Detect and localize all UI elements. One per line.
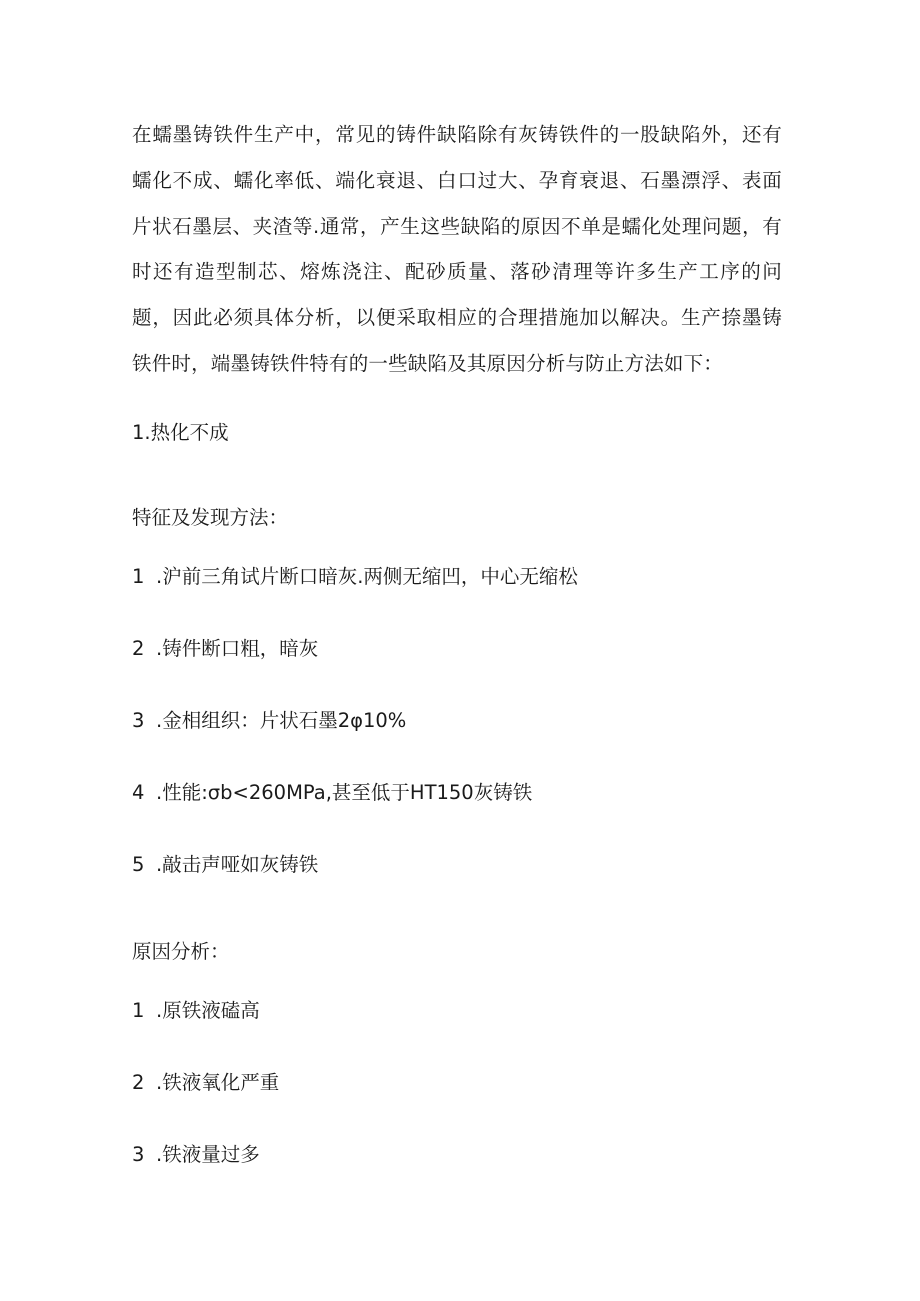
list-item <box>132 1069 279 1097</box>
list-item <box>132 997 260 1025</box>
list-item-text: .铁液量过多 <box>156 1143 260 1166</box>
list-item-number: 3 <box>132 709 145 732</box>
list-item <box>132 563 578 591</box>
list-item-number: 1 <box>132 999 145 1022</box>
section-heading: 1.热化不成 <box>132 421 229 444</box>
list-item <box>132 1141 260 1169</box>
list-item-number: 3 <box>132 1143 145 1166</box>
list-item-number: 5 <box>132 853 145 876</box>
list-item-number: 4 <box>132 781 145 804</box>
features-title: 特征及发现方法： <box>132 506 289 529</box>
list-item <box>132 779 532 807</box>
list-item-text: .金相组织：片状石墨2φ10% <box>156 709 407 732</box>
list-item-number: 2 <box>132 1071 145 1094</box>
list-item-text: .铸件断口粗，暗灰 <box>156 637 319 660</box>
list-item <box>132 851 318 879</box>
list-item <box>132 635 318 663</box>
list-item-text: .沪前三角试片断口暗灰.两侧无缩凹，中心无缩松 <box>156 565 578 588</box>
list-item-text: .铁液氧化严重 <box>156 1071 280 1094</box>
causes-title: 原因分析： <box>132 940 230 963</box>
list-item-text: .敲击声哑如灰铸铁 <box>156 853 319 876</box>
list-item-number: 2 <box>132 637 145 660</box>
list-item <box>132 707 406 735</box>
list-item-number: 1 <box>132 565 145 588</box>
intro-paragraph: 在蠕墨铸铁件生产中，常见的铸件缺陷除有灰铸铁件的一股缺陷外，还有蠕化不成、蠕化率低、端化衰退、白口过大、孕育衰退、石墨漂浮、表面片状石墨层、夹渣等.通常，产生这些缺陷的原因不单是蠕化处理问题，有时还有造型制芯、熔炼浇注、配砂质量、落砂清理等许多生产工序的问题，因此必须具体分析，以便采取相应的合理措施加以解决。生产捺墨铸铁件时，端墨铸铁件特有的一些缺陷及其原因分析与防止方法如下： <box>132 123 782 375</box>
list-item-text: .性能:σb<260MPa,甚至低于HT150灰铸铁 <box>156 781 533 804</box>
list-item-text: .原铁液磕高 <box>156 999 260 1022</box>
